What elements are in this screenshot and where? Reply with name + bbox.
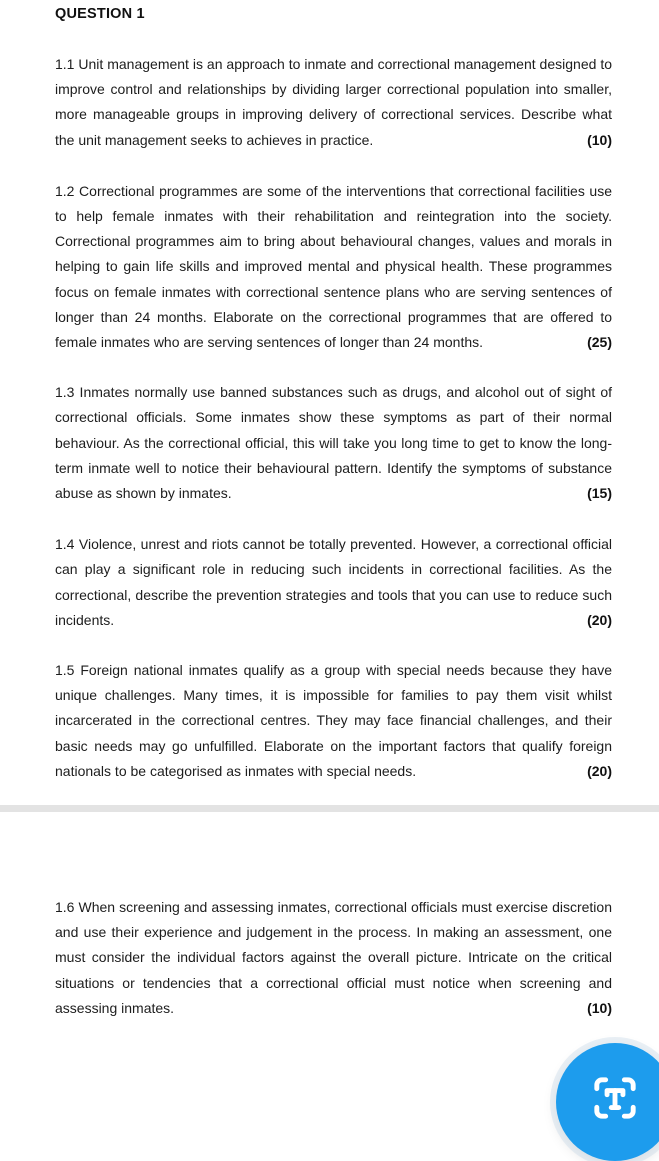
question-1-6	[55, 895, 612, 1021]
question-1-1	[55, 52, 612, 153]
question-1-4	[55, 532, 612, 633]
question-1-3	[55, 380, 612, 506]
question-1-5	[55, 658, 612, 784]
question-1-4-marks: (20)	[587, 611, 612, 628]
question-1-6-text: 1.6 When screening and assessing inmates, correctional officials must exercise discretion and use their experience and judgement in the process. In making an assessment, one must consider the individual factors against the overall picture. Intricate on the critical situations or tendencies that a correctional official must notice when screening and assessing inmates.	[55, 899, 612, 1016]
question-1-1-text: 1.1 Unit management is an approach to inmate and correctional management designed to improve control and relationships by dividing larger correctional population into smaller, more manageable groups in improving delivery of correctional services. Describe what the unit management seeks to achieves in practice.	[55, 56, 612, 148]
question-1-3-marks: (15)	[587, 485, 612, 502]
question-1-2-marks: (25)	[587, 334, 612, 351]
question-1-6-marks: (10)	[587, 999, 612, 1016]
page-divider	[0, 805, 659, 812]
question-1-3-text: 1.3 Inmates normally use banned substances such as drugs, and alcohol out of sight of correctional officials. Some inmates show these symptoms as part of their normal behaviour. As the correctional official, this will take you long time to get to know the long-term inmate well to notice their behavioural pattern. Identify the symptoms of substance abuse as shown by inmates.	[55, 384, 612, 502]
select-text-button[interactable]	[556, 1043, 659, 1161]
question-1-5-text: 1.5 Foreign national inmates qualify as a group with special needs because they have unique challenges. Many times, it is impossible for families to pay them visit whilst incarcerated in the correctional centres. They may face financial challenges, and their basic needs may go unfulfilled. Elaborate on the important factors that qualify foreign nationals to be categorised as inmates with special needs.	[55, 662, 612, 779]
question-1-2	[55, 179, 612, 355]
text-select-icon	[587, 1070, 643, 1126]
question-1-2-text: 1.2 Correctional programmes are some of the interventions that correctional facilities use to help female inmates with their rehabilitation and reintegration into the society. Correctional programmes aim to bring about behavioural changes, values and morals in helping to gain life skills and improved mental and physical health. These programmes focus on female inmates with correctional sentence plans who are serving sentences of longer than 24 months. Elaborate on the correctional programmes that are offered to female inmates who are serving sentences of longer than 24 months.	[55, 182, 612, 351]
question-heading: QUESTION 1	[55, 6, 145, 22]
question-1-1-marks: (10)	[587, 131, 612, 148]
question-1-4-text: 1.4 Violence, unrest and riots cannot be totally prevented. However, a correctional official can play a significant role in reducing such incidents in correctional facilities. As the correctional, describe the prevention strategies and tools that you can use to reduce such incidents.	[55, 536, 612, 628]
question-1-5-marks: (20)	[587, 762, 612, 779]
